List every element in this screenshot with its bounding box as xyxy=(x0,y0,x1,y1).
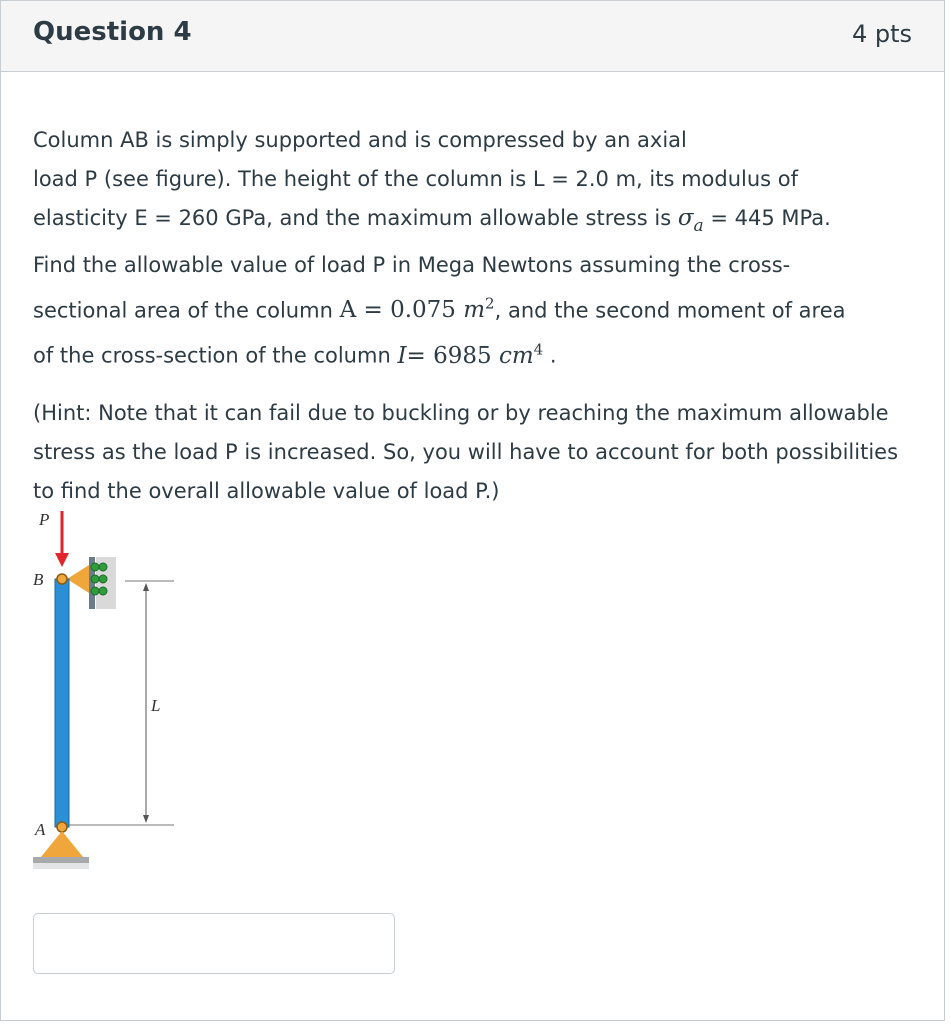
hint-paragraph: (Hint: Note that it can fail due to buckling or by reaching the maximum allowable stress as the load P is increased. So, you will have to account for both possibilities to find the overall allowable value of load P.) xyxy=(33,400,899,503)
question-points: 4 pts xyxy=(851,20,912,48)
column-figure xyxy=(29,499,189,879)
ground-shade xyxy=(33,863,89,869)
roller-icon xyxy=(99,575,107,583)
text-line: of the cross-section of the column xyxy=(33,343,398,368)
column-ab xyxy=(55,579,69,827)
text-line: , and the second moment of area xyxy=(494,298,846,323)
roller-support-triangle xyxy=(67,565,89,593)
inertia-expression: I= 6985 $cm^4$ xyxy=(397,340,544,369)
question-title: Question 4 xyxy=(33,17,192,47)
label-b: B xyxy=(33,570,44,589)
roller-icon xyxy=(99,563,107,571)
pin-a xyxy=(57,822,67,832)
roller-icon xyxy=(91,563,99,571)
question-paragraph xyxy=(33,121,913,376)
text-line: load P (see figure). The height of the column is L = 2.0 m, its modulus of xyxy=(33,167,799,191)
text-line: = 445 MPa. xyxy=(703,206,831,230)
load-arrow-head xyxy=(55,553,69,567)
text-line: Column AB is simply supported and is compressed by an axial xyxy=(33,128,687,152)
pin-support-triangle xyxy=(41,831,83,857)
text-line: elasticity E = 260 GPa, and the maximum allowable stress is xyxy=(33,206,678,230)
roller-icon xyxy=(91,575,99,583)
pin-b xyxy=(57,574,67,584)
dimension-arrow-top xyxy=(143,583,149,591)
area-expression: A = 0.075 $m^2$ xyxy=(339,294,495,324)
label-l: L xyxy=(151,696,161,715)
question-text xyxy=(33,121,913,511)
label-a: A xyxy=(35,820,46,839)
text-line: . xyxy=(543,343,557,368)
text-line: Find the allowable value of load P in Mega Newtons assuming the cross- xyxy=(33,252,791,277)
question-header xyxy=(1,1,944,72)
ground xyxy=(33,857,89,863)
text-line: sectional area of the column xyxy=(33,298,340,323)
sigma-a-symbol: $\sigma_a$ xyxy=(677,205,704,236)
answer-input[interactable] xyxy=(33,913,395,974)
dimension-arrow-bottom xyxy=(143,815,149,823)
roller-icon xyxy=(91,587,99,595)
label-p: P xyxy=(39,510,50,529)
roller-icon xyxy=(99,587,107,595)
